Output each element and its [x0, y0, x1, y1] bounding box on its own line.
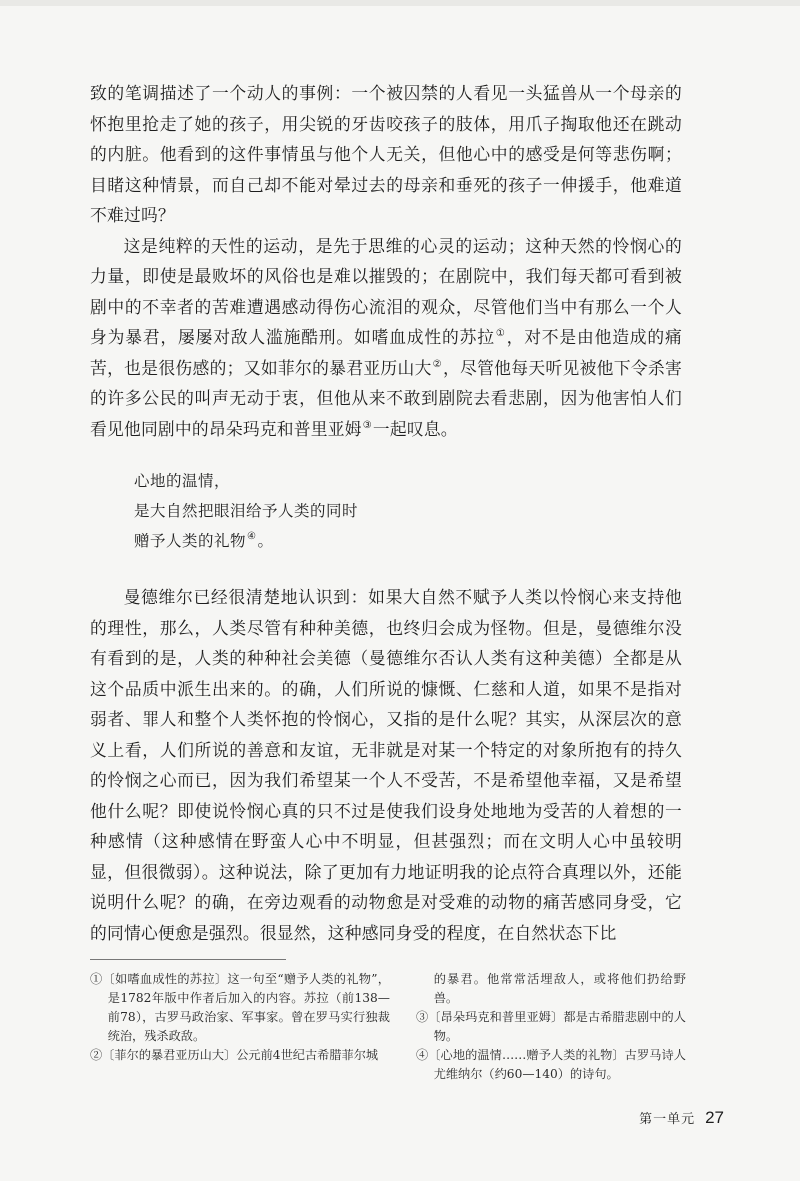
paragraph [90, 78, 682, 231]
footnote-marker: ④ [247, 531, 257, 542]
poem-line-text: 赠予人类的礼物 [134, 532, 247, 550]
footnote-1: ①〔如嗜血成性的苏拉〕这一句至“赠予人类的礼物”，是1782年版中作者后加入的内容。苏拉（前138—前78），古罗马政治家、军事家。曾在罗马实行独裁统治，残杀政敌。 [90, 972, 390, 1043]
footnote-2: ②〔菲尔的暴君亚历山大〕公元前4世纪古希腊菲尔城 [90, 1048, 379, 1062]
footnote-marker: ③ [362, 419, 372, 431]
page-number: 27 [705, 1108, 724, 1127]
poem-line: 是大自然把眼泪给予人类的同时 [134, 502, 359, 520]
footnote-4: ④〔心地的温情……赠予人类的礼物〕古罗马诗人尤维纳尔（约60—140）的诗句。 [416, 1048, 686, 1081]
opening-paragraphs [90, 78, 682, 444]
paragraph [90, 231, 682, 445]
footnote-2-continued: 的暴君。他常常活埋敌人，或将他们扔给野兽。 [433, 972, 686, 1005]
footnote-marker: ① [495, 328, 506, 339]
poem-line-end: 。 [257, 532, 274, 550]
footnote-divider [90, 959, 286, 960]
unit-label: 第一单元 [639, 1112, 696, 1127]
paragraph-text: ，尽管他每天听见被他下令杀害的许多公民的叫声无动于衷，但他从来不敢到剧院去看悲剧，因为他害怕人们看见他同剧中的昂朵玛克和普里亚姆 [90, 357, 682, 439]
poem-line: 心地的温情， [134, 472, 231, 490]
paragraph-text: 一起叹息。 [372, 418, 458, 439]
footnotes-left-column [90, 970, 390, 1065]
paragraph-text: 这是纯粹的天性的运动，是先于思维的心灵的运动；这种天然的怜悯心的力量，即使是最败坏的风俗也是难以摧毁的；在剧院中，我们每天都可看到被剧中的不幸者的苦难遭遇感动得伤心流泪的观众，尽管他们当中有那么一个人身为暴君，屡屡对敌人滥施酷刑。如嗜血成性的苏拉 [90, 235, 682, 347]
paragraph-text: 致的笔调描述了一个动人的事例：一个被囚禁的人看见一头猛兽从一个母亲的怀抱里抢走了她的孩子，用尖锐的牙齿咬孩子的肢体，用爪子掏取他还在跳动的内脏。他看到的这件事情虽与他个人无关，但他心中的感受是何等悲伤啊；目睹这种情景，而自己却不能对晕过去的母亲和垂死的孩子一伸援手，他难道不难过吗？ [90, 83, 682, 225]
footnote-3: ③〔昂朵玛克和普里亚姆〕都是古希腊悲剧中的人物。 [416, 1010, 686, 1043]
page-top-edge [0, 0, 800, 6]
page-footer [639, 1108, 724, 1128]
main-text [90, 78, 682, 948]
footnotes-right-column [416, 970, 686, 1084]
paragraph: 曼德维尔已经很清楚地认识到：如果大自然不赋予人类以怜悯心来支持他的理性，那么，人类尽管有种种美德，也终归会成为怪物。但是，曼德维尔没有看到的是，人类的种种社会美德（曼德维尔否认人类有这种美德）全都是从这个品质中派生出来的。的确，人们所说的慷慨、仁慈和人道，如果不是指对弱者、罪人和整个人类怀抱的怜悯心，又指的是什么呢？其实，从深层次的意义上看，人们所说的善意和友谊，无非就是对某一个特定的对象所抱有的持久的怜悯之心而已，因为我们希望某一个人不受苦，不是希望他幸福，又是希望他什么呢？即使说怜悯心真的只不过是使我们设身处地地为受苦的人着想的一种感情（这种感情在野蛮人心中不明显，但甚强烈；而在文明人心中虽较明显，但很微弱）。这种说法，除了更加有力地证明我的论点符合真理以外，还能说明什么呢？的确，在旁边观看的动物愈是对受难的动物的痛苦感同身受，它的同情心便愈是强烈。很显然，这种感同身受的程度，在自然状态下比 [90, 587, 682, 943]
poem-line [134, 526, 682, 556]
quoted-poem [134, 466, 682, 556]
paragraph-text: ，对不是由他造成的痛苦，也是很伤感的；又如菲尔的暴君亚历山大 [90, 327, 682, 378]
footnote-marker: ② [432, 358, 442, 370]
